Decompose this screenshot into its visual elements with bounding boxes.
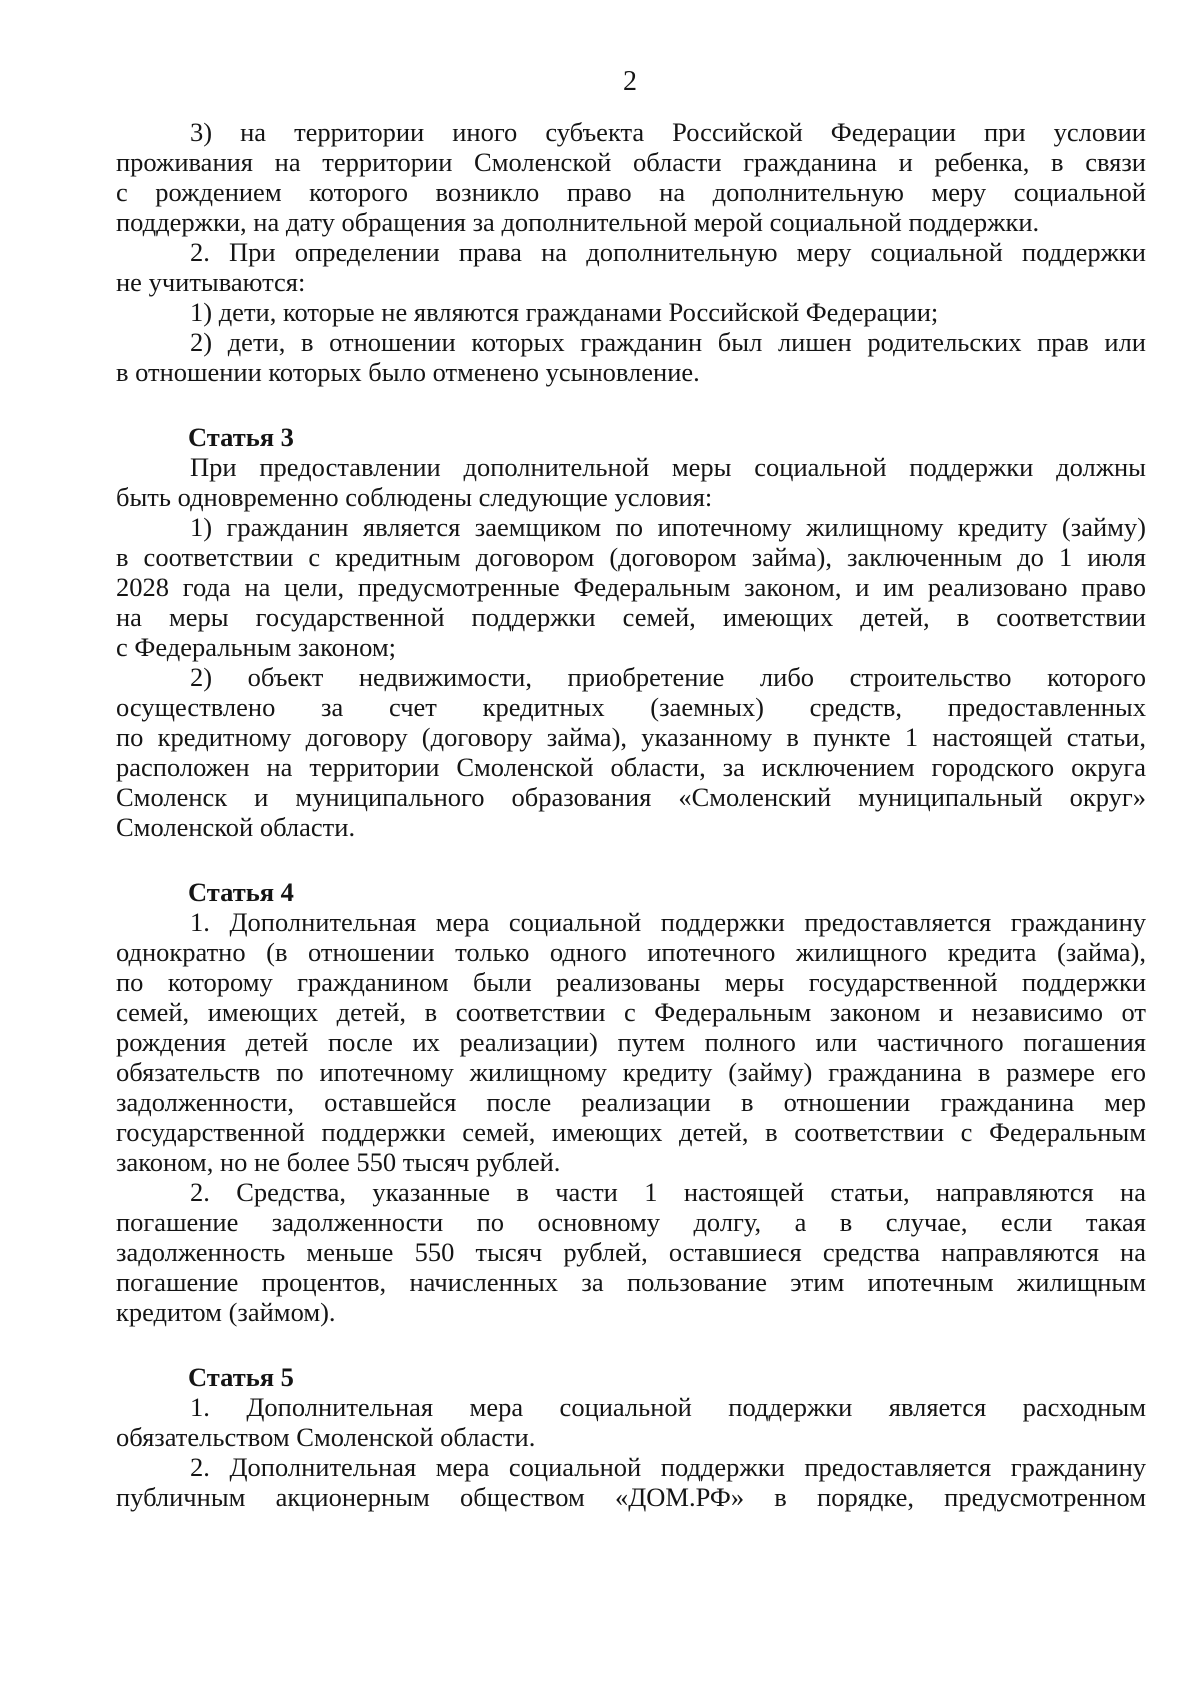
text-line: 2. Средства, указанные в части 1 настоящей статьи, направляются на [190, 1177, 1146, 1207]
text-line: осуществлено за счет кредитных (заемных) средств, предоставленных [116, 692, 1146, 722]
text-line: обязательством Смоленской области. [116, 1422, 536, 1452]
text-line: задолженность меньше 550 тысяч рублей, оставшиеся средства направляются на [116, 1237, 1146, 1267]
text-line: 1. Дополнительная мера социальной поддержки является расходным [190, 1392, 1146, 1422]
text-line: Смоленской области. [116, 812, 356, 842]
article-heading: Статья 3 [188, 422, 294, 452]
text-line: кредитом (займом). [116, 1297, 336, 1327]
article-heading: Статья 5 [188, 1362, 294, 1392]
text-line: Смоленск и муниципального образования «Смоленский муниципальный округ» [116, 782, 1146, 812]
text-line: обязательств по ипотечному жилищному кредиту (займу) гражданина в размере его [116, 1057, 1146, 1087]
text-line: 1) дети, которые не являются гражданами Российской Федерации; [190, 297, 939, 327]
text-line: по кредитному договору (договору займа), указанному в пункте 1 настоящей статьи, [116, 722, 1146, 752]
text-line: в отношении которых было отменено усыновление. [116, 357, 700, 387]
text-line: однократно (в отношении только одного ипотечного жилищного кредита (займа), [116, 937, 1146, 967]
text-line: поддержки, на дату обращения за дополнительной мерой социальной поддержки. [116, 207, 1040, 237]
text-line: быть одновременно соблюдены следующие условия: [116, 482, 713, 512]
text-line: погашение задолженности по основному долгу, а в случае, если такая [116, 1207, 1146, 1237]
text-line: 1. Дополнительная мера социальной поддержки предоставляется гражданину [190, 907, 1146, 937]
text-line: расположен на территории Смоленской области, за исключением городского округа [116, 752, 1146, 782]
text-line: задолженности, оставшейся после реализации в отношении гражданина мер [116, 1087, 1146, 1117]
text-line: законом, но не более 550 тысяч рублей. [116, 1147, 561, 1177]
text-line: рождения детей после их реализации) путем полного или частичного погашения [116, 1027, 1146, 1057]
text-line: 2) объект недвижимости, приобретение либо строительство которого [190, 662, 1146, 692]
text-line: При предоставлении дополнительной меры социальной поддержки должны [190, 452, 1146, 482]
text-line: 2. Дополнительная мера социальной поддержки предоставляется гражданину [190, 1452, 1146, 1482]
page-number: 2 [623, 66, 637, 97]
text-line: 2) дети, в отношении которых гражданин был лишен родительских прав или [190, 327, 1146, 357]
text-line: на меры государственной поддержки семей, имеющих детей, в соответствии [116, 602, 1146, 632]
text-line: публичным акционерным обществом «ДОМ.РФ» в порядке, предусмотренном [116, 1482, 1146, 1512]
text-line: 1) гражданин является заемщиком по ипотечному жилищному кредиту (займу) [190, 512, 1146, 542]
text-line: с Федеральным законом; [116, 632, 396, 662]
text-line: 2028 года на цели, предусмотренные Федеральным законом, и им реализовано право [116, 572, 1146, 602]
text-line: по которому гражданином были реализованы меры государственной поддержки [116, 967, 1146, 997]
text-line: семей, имеющих детей, в соответствии с Федеральным законом и независимо от [116, 997, 1146, 1027]
text-line: 3) на территории иного субъекта Российской Федерации при условии [190, 117, 1146, 147]
text-line: 2. При определении права на дополнительную меру социальной поддержки [190, 237, 1146, 267]
text-line: государственной поддержки семей, имеющих детей, в соответствии с Федеральным [116, 1117, 1146, 1147]
text-line: в соответствии с кредитным договором (договором займа), заключенным до 1 июля [116, 542, 1146, 572]
text-line: погашение процентов, начисленных за пользование этим ипотечным жилищным [116, 1267, 1146, 1297]
text-line: не учитываются: [116, 267, 306, 297]
text-line: проживания на территории Смоленской области гражданина и ребенка, в связи [116, 147, 1146, 177]
text-line: с рождением которого возникло право на дополнительную меру социальной [116, 177, 1146, 207]
article-heading: Статья 4 [188, 877, 294, 907]
